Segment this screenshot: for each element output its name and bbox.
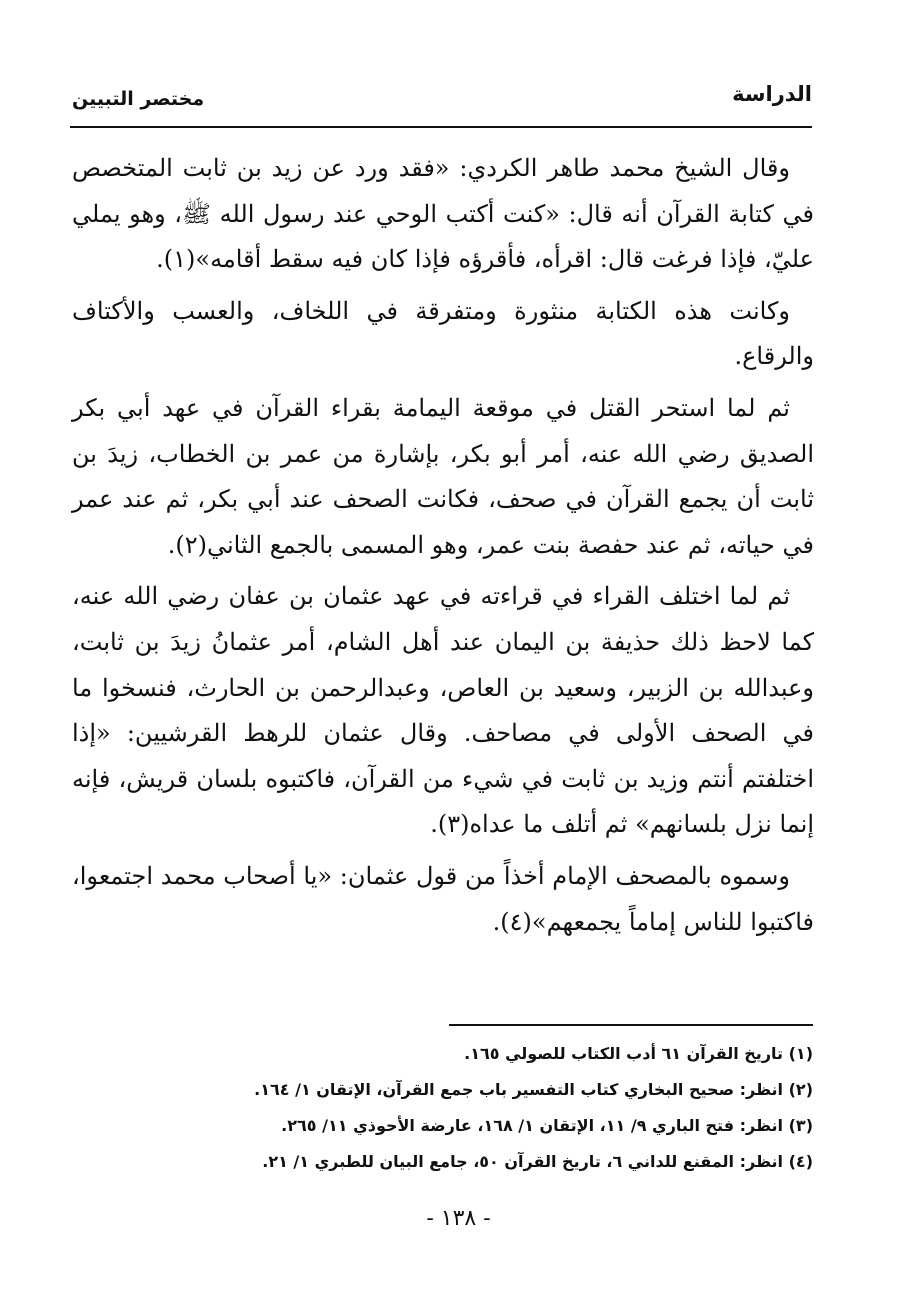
- header-divider: [70, 126, 812, 128]
- footnote-2: (٢) انظر: صحيح البخاري كتاب التفسير باب جمع القرآن، الإتقان ١/ ١٦٤.: [254, 1080, 813, 1099]
- paragraph-5: وسموه بالمصحف الإمام أخذاً من قول عثمان: «يا أصحاب محمد اجتمعوا، فاكتبوا للناس إماماً يجمعهم»(٤).: [72, 861, 814, 936]
- footnote-3: (٣) انظر: فتح الباري ٩/ ١١، الإتقان ١/ ١٦٨، عارضة الأحوذي ١١/ ٢٦٥.: [281, 1116, 813, 1135]
- main-text: [72, 146, 814, 945]
- paragraph-4: ثم لما اختلف القراء في قراءته في عهد عثمان بن عفان رضي الله عنه، كما لاحظ ذلك حذيفة بن اليمان عند أهل الشام، أمر عثمانُ زيدَ بن ثابت، وعبدالله بن الزبير، وسعيد بن العاص، وعبدالرحمن بن الحارث، فنسخوا ما في الصحف الأولى في مصاحف. وقال عثمان للرهط القرشيين: «إذا اختلفتم أنتم وزيد بن ثابت في شيء من القرآن، فاكتبوه بلسان قريش، فإنه إنما نزل بلسانهم» ثم أتلف ما عداه(٣).: [72, 582, 815, 839]
- footnote-1: (١) تاريخ القرآن ٦١ أدب الكتاب للصولي ١٦٥.: [464, 1044, 813, 1063]
- footnotes: [173, 1036, 813, 1180]
- paragraph-2: وكانت هذه الكتابة منثورة ومتفرقة في اللخاف، والعسب والأكتاف والرقاع.: [72, 296, 814, 371]
- running-header: [72, 78, 812, 118]
- footnote-4: (٤) انظر: المقنع للداني ٦، تاريخ القرآن ٥٠، جامع البيان للطبري ١/ ٢١.: [262, 1152, 813, 1171]
- paragraph-3: ثم لما استحر القتل في موقعة اليمامة بقراء القرآن في عهد أبي بكر الصديق رضي الله عنه، أمر أبو بكر، بإشارة من عمر بن الخطاب، زيدَ بن ثابت أن يجمع القرآن في صحف، فكانت الصحف عند أبي بكر، ثم عند عمر في حياته، ثم عند حفصة بنت عمر، وهو المسمى بالجمع الثاني(٢).: [72, 393, 815, 559]
- section-title: الدراسة: [732, 82, 812, 106]
- page-number: - ١٣٨ -: [426, 1206, 491, 1231]
- book-title: مختصر التبيين: [72, 88, 205, 110]
- footnote-divider: [449, 1024, 813, 1026]
- paragraph-1: وقال الشيخ محمد طاهر الكردي: «فقد ورد عن زيد بن ثابت المتخصص في كتابة القرآن أنه قال: «كنت أكتب الوحي عند رسول الله ﷺ، وهو يملي عليّ، فإذا فرغت قال: اقرأه، فأقرؤه فإذا كان فيه سقط أقامه»(١).: [72, 154, 814, 274]
